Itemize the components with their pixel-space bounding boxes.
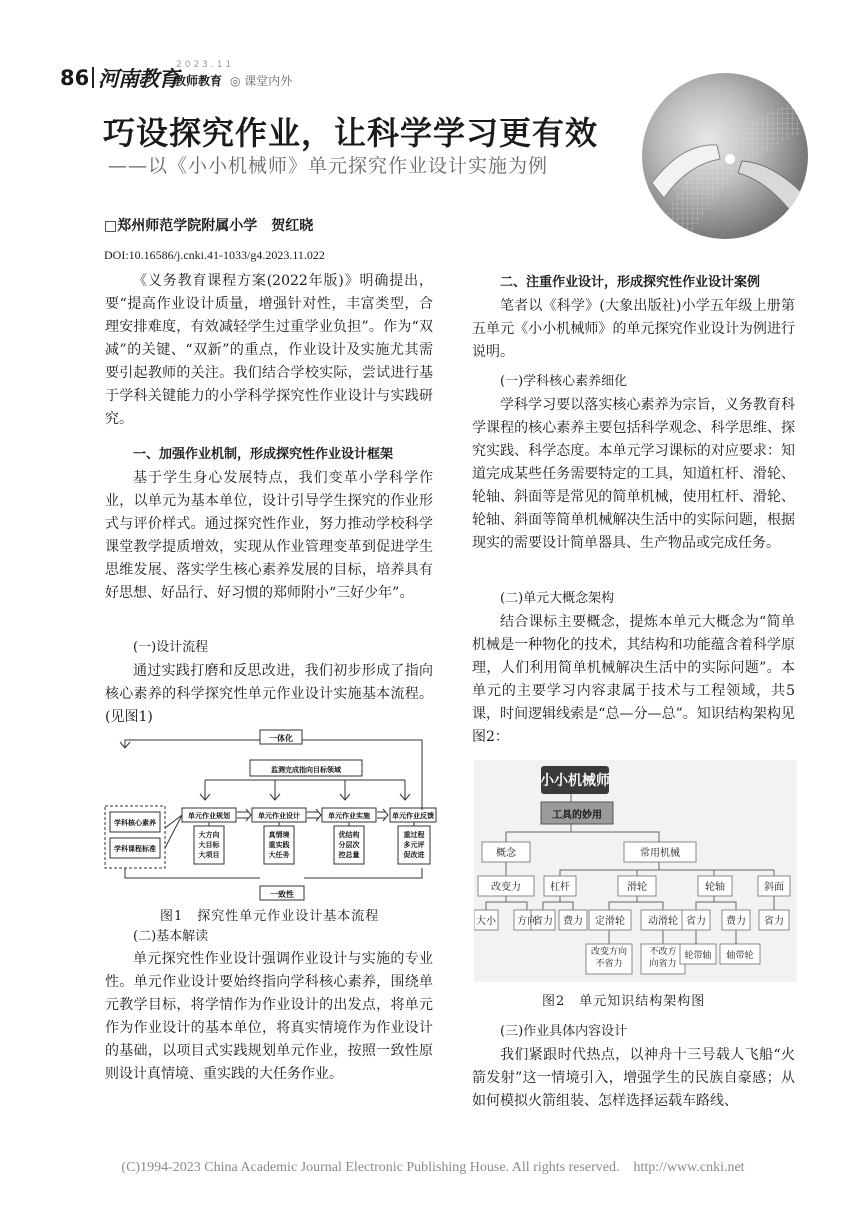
article-subtitle: ——以《小小机械师》单元探究作业设计实施为例 bbox=[108, 155, 549, 177]
fig2-node: 动滑轮 bbox=[648, 916, 678, 927]
fig2-node: 省力 bbox=[764, 916, 784, 927]
fig1-note: 重过程 bbox=[403, 831, 425, 839]
left-paragraph-3: 通过实践打磨和反思改进，我们初步形成了指向核心素养的科学探究性单元作业设计实施基本流程。(见图1) bbox=[105, 663, 433, 725]
header-divider bbox=[92, 67, 94, 88]
right-paragraph-2: 学科学习要以落实核心素养为宗旨，义务教育科学课程的核心素养主要包括科学观念、科学思维、探究实践、科学态度。本单元学习课标的对应要求：知道完成某些任务需要特定的工具，知道杠杆、滑轮、轮轴、斜面等是常见的简单机械，使用杠杆、滑轮、轮轴、斜面等简单机械解决生活中的实际问题，根据现实的需要设计简单器具、生产物品或完成任务。 bbox=[472, 397, 795, 551]
fig2-level1: 工具的妙用 bbox=[552, 810, 602, 821]
subheading-design-process: (一)设计流程 bbox=[133, 640, 209, 655]
doi: DOI:10.16586/j.cnki.41-1033/g4.2023.11.022 bbox=[104, 248, 325, 262]
fig2-node: 滑轮 bbox=[627, 882, 647, 893]
figure-1-flowchart bbox=[100, 728, 438, 904]
fig2-node: 省力 bbox=[533, 916, 553, 927]
left-paragraph-2: 基于学生身心发展特点，我们变革小学科学作业，以单元为基本单位，设计引导学生探究的作业形式与评价样式。通过探究性作业，努力推动学校科学课堂教学提质增效，实现从作业管理变革到促进学生思维发展、落实学生核心素养发展的目标，培养具有好思想、好品行、好习惯的郑师附小“三好少年”。 bbox=[105, 470, 433, 601]
fig1-step: 单元作业反馈 bbox=[392, 812, 434, 820]
fig1-note: 多元评 bbox=[403, 841, 425, 849]
fig1-curriculum-standard: 学科课程标准 bbox=[114, 845, 156, 853]
fig2-node: 概念 bbox=[496, 848, 516, 859]
subheading-big-concept: (二)单元大概念架构 bbox=[500, 591, 615, 606]
fig1-step: 单元作业实施 bbox=[328, 812, 370, 820]
right-paragraph-3: 结合课标主要概念，提炼本单元大概念为“简单机械是一种物化的技术，其结构和功能蕴含着科学原理，人们利用简单机械解决生活中的实际问题”。本单元的主要学习内容隶属于技术与工程领域，共5课，时间逻辑线索是“总—分—总”。知识结构架构见图2： bbox=[472, 614, 795, 745]
subheading-core-literacy: (一)学科核心素养细化 bbox=[500, 374, 628, 389]
fig2-node: 改变力 bbox=[491, 882, 521, 893]
fig2-node: 大小 bbox=[476, 916, 496, 927]
article-title: 巧设探究作业，让科学学习更有效 bbox=[103, 114, 599, 152]
fig2-node: 定滑轮 bbox=[595, 916, 625, 927]
fig2-root: 小小机械师 bbox=[540, 773, 610, 789]
page-number: 86 bbox=[60, 66, 90, 90]
figure-2-knowledge-tree bbox=[474, 760, 797, 982]
magazine-subtitle: 教师教育 bbox=[174, 74, 223, 88]
fig2-node: 费力 bbox=[726, 916, 746, 927]
left-paragraph-1: 《义务教育课程方案(2022年版)》明确提出，要“提高作业设计质量，增强针对性，丰富类型，合理安排难度，有效减轻学生过重学业负担”。作为“双减”的关键、“双新”的重点，作业设计及实施尤其需要引起教师的关注。我们结合学校实际，尝试进行基于学科关键能力的小学科学探究性作业设计与实践研究。 bbox=[105, 273, 433, 427]
fig2-node: 轮轴 bbox=[705, 882, 725, 893]
fig1-note: 促改进 bbox=[403, 851, 425, 859]
figure-1-caption: 图1 探究性单元作业设计基本流程 bbox=[160, 909, 380, 924]
left-paragraph-4: 单元探究性作业设计强调作业设计与实施的专业性。单元作业设计要始终指向学科核心素养，围绕单元教学目标，将学情作为作业设计的出发点，将单元作为作业设计的基本单位，将真实情境作为作业设计的基础，以项目式实践规划单元作业，按照一致性原则设计真情境、重实践的大任务作业。 bbox=[105, 951, 433, 1082]
fig1-note: 重实践 bbox=[268, 841, 290, 849]
fig1-note: 大任务 bbox=[268, 851, 290, 859]
column-name: ◎ 课堂内外 bbox=[230, 74, 293, 88]
figure-2-caption: 图2 单元知识结构架构图 bbox=[542, 994, 706, 1009]
fig1-bottom-label: 一致性 bbox=[270, 890, 294, 899]
section-heading-1: 一、加强作业机制，形成探究性作业设计框架 bbox=[133, 447, 394, 462]
fig2-node: 费力 bbox=[563, 916, 583, 927]
section-heading-2: 二、注重作业设计，形成探究性作业设计案例 bbox=[500, 275, 761, 290]
fig2-node: 斜面 bbox=[764, 882, 784, 893]
fig2-node: 不改方 向省力 bbox=[649, 947, 677, 969]
right-paragraph-1: 笔者以《科学》(大象出版社)小学五年级上册第五单元《小小机械师》的单元探究作业设计为例进行说明。 bbox=[472, 298, 795, 360]
author-line: □郑州师范学院附属小学 贺红晓 bbox=[104, 218, 314, 234]
fig1-step: 单元作业规划 bbox=[188, 812, 230, 820]
fig1-note: 分层次 bbox=[338, 841, 360, 849]
fig2-node: 方向 bbox=[517, 916, 537, 927]
subheading-content-design: (三)作业具体内容设计 bbox=[500, 1024, 628, 1039]
fig1-monitor-label: 监测完成指向目标领域 bbox=[271, 766, 341, 774]
fig1-note: 大项目 bbox=[198, 851, 220, 859]
magazine-name: 河南教育 bbox=[98, 66, 178, 91]
fig1-note: 控总量 bbox=[338, 851, 360, 859]
fig2-node: 轮带轴 bbox=[684, 951, 712, 961]
fig2-node: 杠杆 bbox=[550, 882, 570, 893]
fig1-step: 单元作业设计 bbox=[258, 812, 300, 820]
right-paragraph-4: 我们紧跟时代热点，以神舟十三号载人飞船“火箭发射”这一情境引入，增强学生的民族自豪感；从如何模拟火箭组装、怎样选择运载车路线、 bbox=[472, 1047, 795, 1109]
subheading-basic-interpretation: (二)基本解读 bbox=[133, 929, 209, 944]
fig2-node: 改变方向 不省力 bbox=[590, 947, 627, 969]
fig1-note: 真情境 bbox=[268, 831, 290, 839]
fig1-note: 大方向 bbox=[198, 831, 220, 839]
decorative-photo bbox=[642, 73, 808, 239]
fig2-node: 常用机械 bbox=[640, 848, 680, 859]
fig1-core-literacy: 学科核心素养 bbox=[114, 819, 156, 827]
fig1-note: 优结构 bbox=[338, 831, 360, 839]
fig1-note: 大目标 bbox=[198, 841, 220, 849]
fig1-top-label: 一体化 bbox=[269, 734, 293, 743]
fig2-node: 省力 bbox=[686, 916, 706, 927]
fig2-node: 轴带轮 bbox=[726, 951, 754, 961]
issue-number: 2023.11 bbox=[176, 60, 235, 70]
copyright-footer: (C)1994-2023 China Academic Journal Electronic Publishing House. All rights reserved. http://www.cnki.net bbox=[121, 1160, 745, 1175]
